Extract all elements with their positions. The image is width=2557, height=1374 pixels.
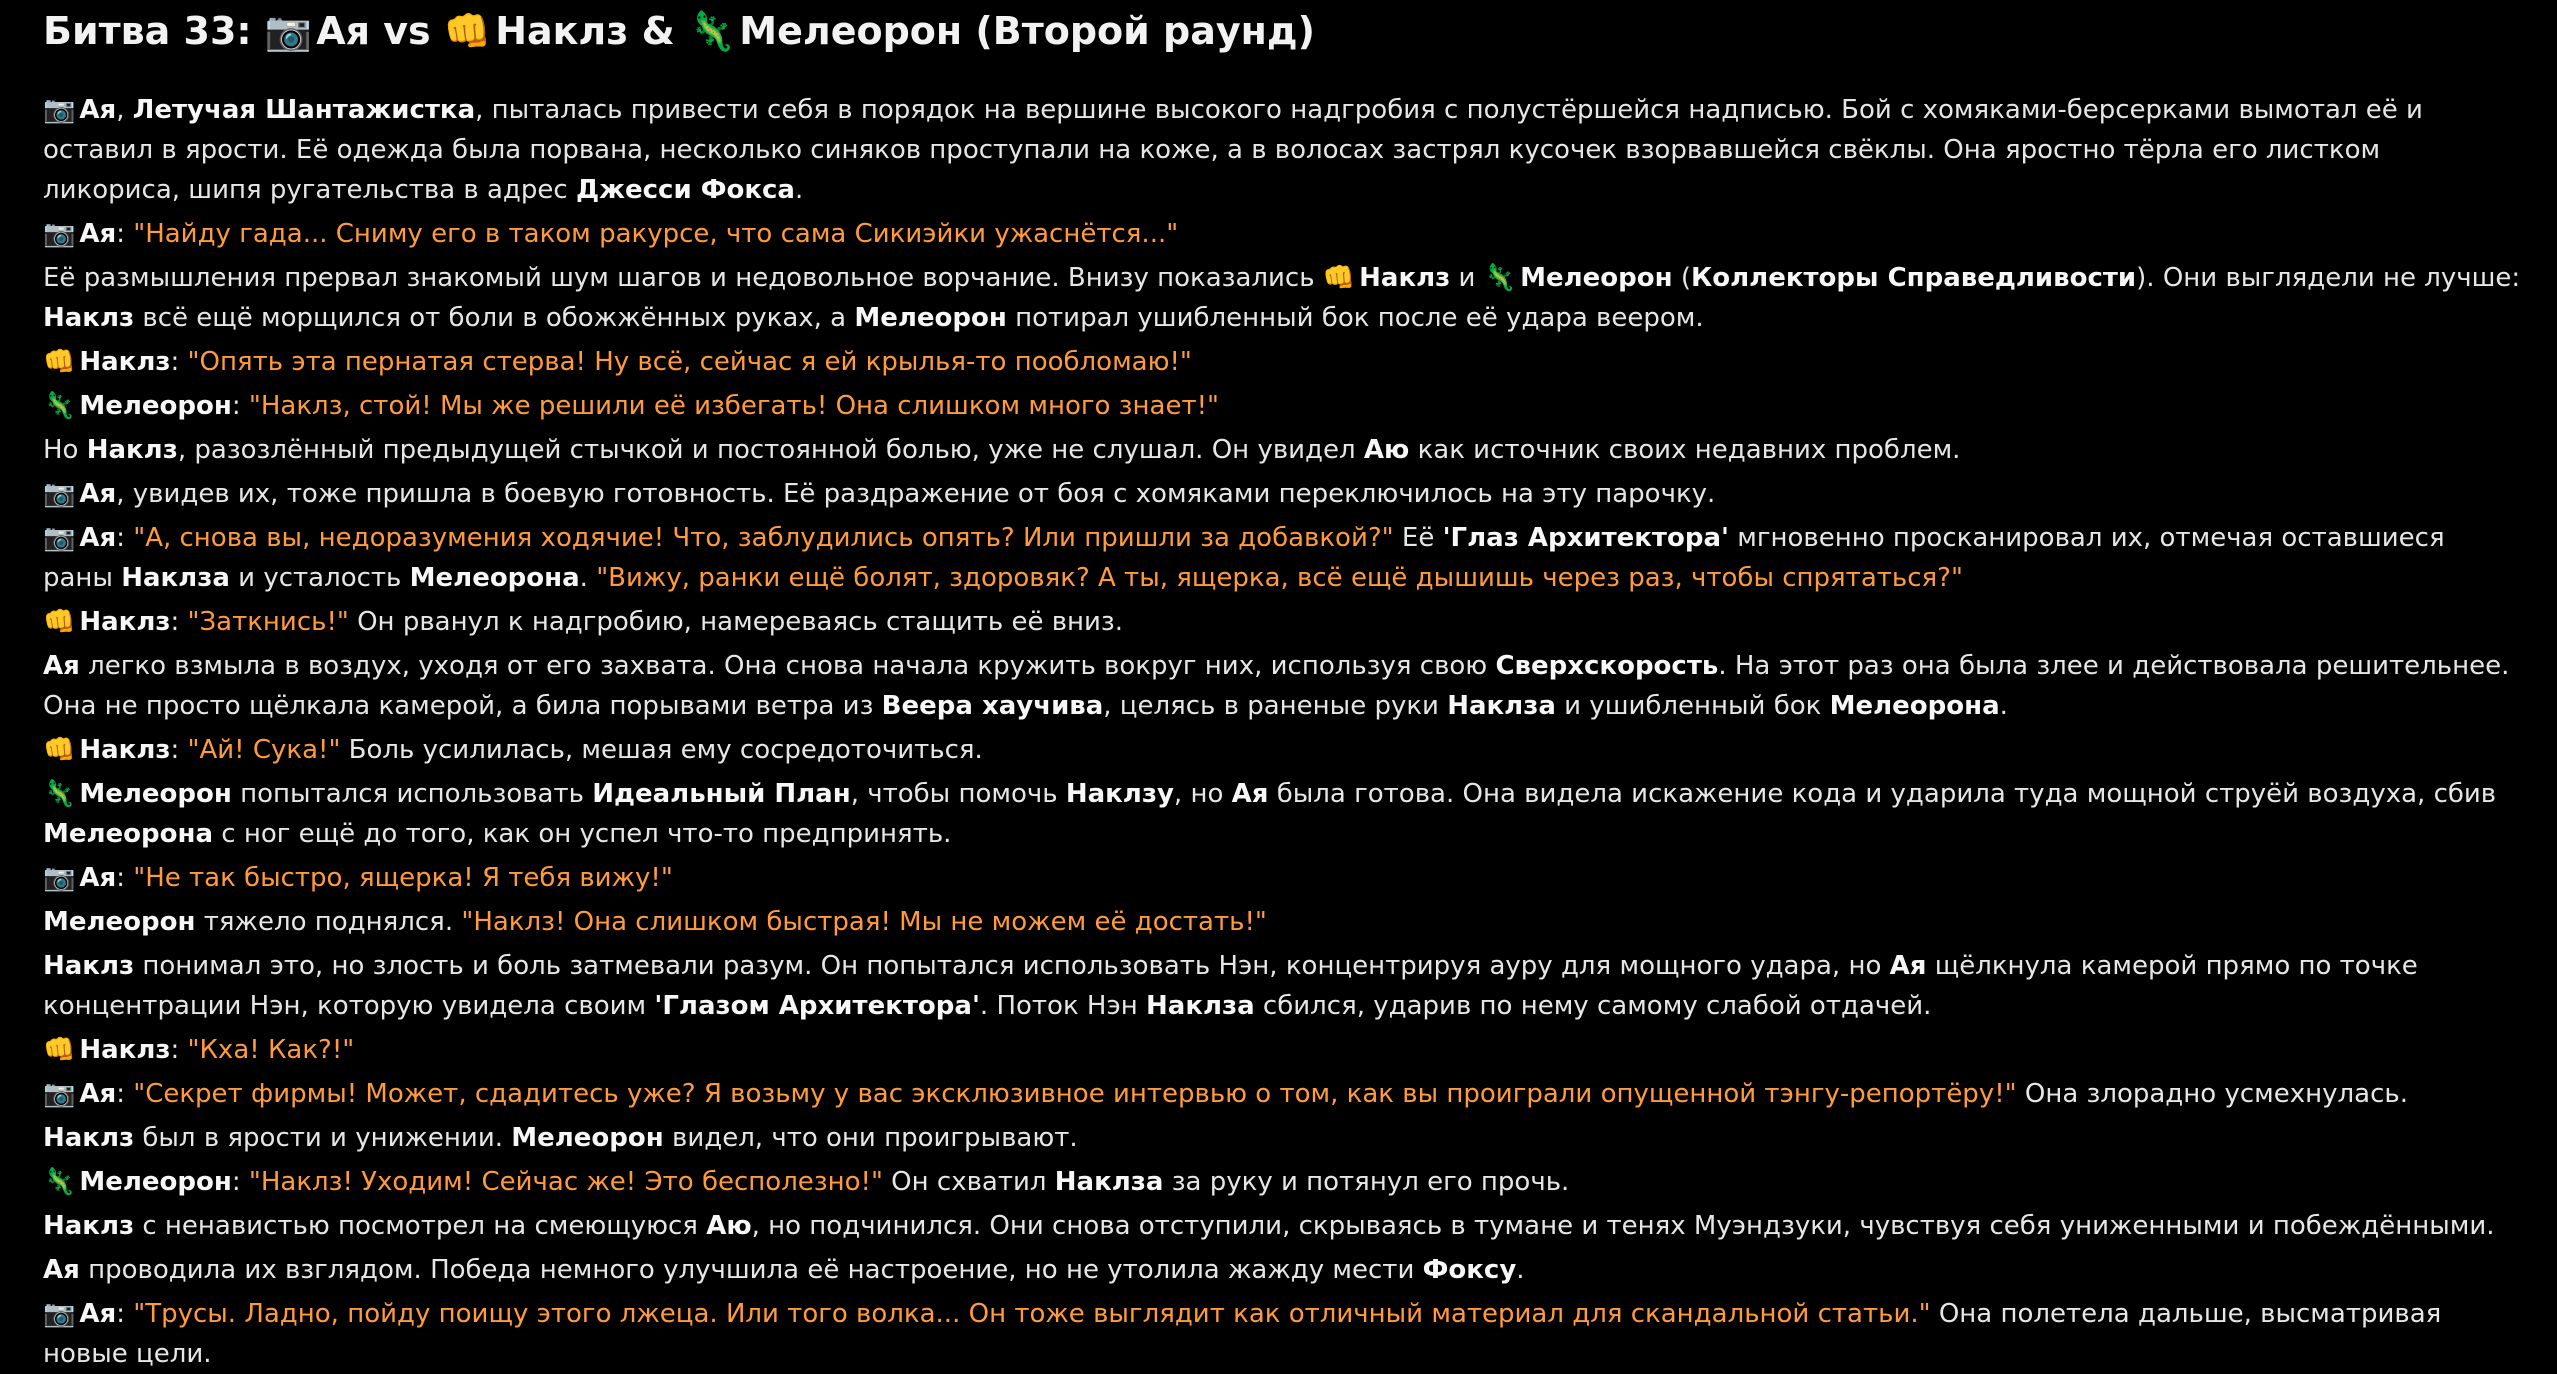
narration-text: с ненавистью посмотрел на смеющуюся (134, 1211, 707, 1241)
character-name: Наклз (79, 607, 171, 637)
dialogue-quote: "Наклз, стой! Мы же решили её избегать! Она слишком много знает!" (248, 391, 1219, 421)
title-amp: & (641, 9, 675, 53)
narration-text: и (1450, 263, 1484, 293)
narration-text: ( (1672, 263, 1691, 293)
dialogue-quote: "Ай! Сука!" (187, 735, 341, 765)
aya-icon: 📷 (43, 1299, 76, 1329)
character-name: Ая (79, 1079, 117, 1109)
character-name: Джесси Фокса (575, 175, 795, 205)
story-paragraph (43, 1118, 2521, 1158)
lizard-icon: 🦎 (687, 9, 736, 53)
aya-icon: 📷 (43, 95, 76, 125)
narration-text: был в ярости и унижении. (134, 1123, 512, 1153)
story-paragraph (43, 258, 2521, 338)
character-name: Наклза (121, 563, 230, 593)
narration-text: . (579, 563, 597, 593)
character-name: Летучая Шантажистка (132, 95, 476, 125)
knuckles-icon: 👊 (43, 347, 76, 377)
narration-text: , но (1173, 779, 1232, 809)
aya-icon: 📷 (43, 863, 76, 893)
narration-text: : (116, 219, 134, 249)
narration-text: : (170, 347, 188, 377)
dialogue-quote: "Наклз! Она слишком быстрая! Мы не можем её достать!" (461, 907, 1267, 937)
character-name: Наклз (43, 1211, 135, 1241)
narration-text: : (116, 1299, 134, 1329)
narration-text: за руку и потянул его прочь. (1163, 1167, 1570, 1197)
narration-text: Но (43, 435, 87, 465)
character-name: Наклза (1146, 991, 1255, 1021)
title-meleoron: Мелеорон (739, 9, 963, 53)
narration-text: мгновенно просканировал их, отмечая оставшиеся раны (43, 523, 2445, 593)
story-paragraph (43, 858, 2521, 898)
story-paragraph (43, 1250, 2521, 1290)
character-name: Мелеорона (1829, 691, 2000, 721)
narration-text: . (1999, 691, 2008, 721)
meleoron-icon: 🦎 (1483, 263, 1517, 293)
dialogue-quote: "А, снова вы, недоразумения ходячие! Что, заблудились опять? Или пришли за добавкой?" (133, 523, 1394, 553)
battle-title (43, 0, 2521, 58)
knuckles-icon: 👊 (43, 607, 76, 637)
story-paragraph (43, 430, 2521, 470)
story-paragraph (43, 730, 2521, 770)
character-name: Мелеорона (43, 819, 214, 849)
title-aya: Ая (316, 9, 370, 53)
character-name: Мелеорон (854, 303, 1007, 333)
narration-text: , целясь в раненые руки (1103, 691, 1448, 721)
narration-text: Она полетела дальше, высматривая новые цели. (43, 1299, 2442, 1369)
narration-text: : (116, 863, 134, 893)
knuckles-icon: 👊 (1322, 263, 1356, 293)
dialogue-quote: "Наклз! Уходим! Сейчас же! Это бесполезно!" (248, 1167, 883, 1197)
story-paragraph (43, 774, 2521, 854)
camera-icon: 📷 (264, 9, 313, 53)
narration-text: щёлкнула камерой прямо по точке концентрации Нэн, которую увидела своим (43, 951, 2418, 1021)
title-knuckles: Наклз (495, 9, 629, 53)
character-name: Ая (79, 219, 117, 249)
knuckles-icon: 👊 (43, 735, 76, 765)
narration-text: сбился, ударив по нему самому слабой отдачей. (1254, 991, 1932, 1021)
dialogue-quote: "Заткнись!" (187, 607, 349, 637)
story-paragraph (43, 1206, 2521, 1246)
title-prefix: Битва 33: (43, 9, 252, 53)
narration-text: , увидев их, тоже пришла в боевую готовность. Её раздражение от боя с хомяками переключилось на эту парочку. (116, 479, 1716, 509)
story-paragraph (43, 946, 2521, 1026)
story-body (43, 90, 2521, 1374)
dialogue-quote: "Найду гада... Сниму его в таком ракурсе, что сама Сикиэйки ужаснётся..." (133, 219, 1179, 249)
story-paragraph (43, 1030, 2521, 1070)
narration-text: , но подчинился. Они снова отступили, скрываясь в тумане и тенях Муэндзуки, чувствуя себя униженными и побеждёнными. (751, 1211, 2495, 1241)
fist-icon: 👊 (443, 9, 492, 53)
narration-text: . Поток Нэн (979, 991, 1147, 1021)
narration-text: как источник своих недавних проблем. (1409, 435, 1961, 465)
dialogue-quote: "Опять эта пернатая стерва! Ну всё, сейчас я ей крылья-то пообломаю!" (187, 347, 1192, 377)
narration-text: была готова. Она видела искажение кода и ударила туда мощной струёй воздуха, сбив (1268, 779, 2497, 809)
character-name: Наклз (43, 1123, 135, 1153)
narration-text: с ног ещё до того, как он успел что-то предпринять. (213, 819, 952, 849)
dialogue-quote: "Трусы. Ладно, пойду поищу этого лжеца. Или того волка... Он тоже выглядит как отличный материал для скандальной статьи." (133, 1299, 1931, 1329)
character-name: Мелеорон (1520, 263, 1673, 293)
narration-text: и ушибленный бок (1555, 691, 1830, 721)
narration-text: всё ещё морщился от боли в обожжённых руках, а (134, 303, 855, 333)
character-name: Сверхскорость (1495, 651, 1719, 681)
character-name: 'Глазом Архитектора' (654, 991, 980, 1021)
story-paragraph (43, 1074, 2521, 1114)
character-name: Наклз (79, 347, 171, 377)
narration-text: : (116, 523, 134, 553)
dialogue-quote: "Не так быстро, ящерка! Я тебя вижу!" (133, 863, 673, 893)
narration-text: и усталость (229, 563, 410, 593)
character-name: Ая (43, 651, 80, 681)
character-name: Мелеорон (79, 1167, 232, 1197)
story-paragraph (43, 602, 2521, 642)
story-paragraph (43, 646, 2521, 726)
character-name: Наклзу (1065, 779, 1174, 809)
story-paragraph (43, 474, 2521, 514)
character-name: Наклз (43, 951, 135, 981)
character-name: Мелеорон (79, 779, 232, 809)
narration-text: . (1516, 1255, 1525, 1285)
narration-text: : (170, 735, 188, 765)
character-name: Наклз (1359, 263, 1451, 293)
narration-text: попытался использовать (231, 779, 593, 809)
narration-text: : (170, 1035, 188, 1065)
character-name: Ая (79, 523, 117, 553)
meleoron-icon: 🦎 (43, 1167, 76, 1197)
character-name: Коллекторы Справедливости (1691, 263, 2137, 293)
character-name: Ая (1231, 779, 1269, 809)
narration-text: Её (1393, 523, 1443, 553)
narration-text: . (794, 175, 804, 205)
narration-text: , (116, 95, 133, 125)
narration-text: ). Они выглядели не лучше: (2136, 263, 2521, 293)
narration-text: . На этот раз она была злее и действовала решительнее. Она не просто щёлкала камерой, а била порывами ветра из (43, 651, 2510, 721)
character-name: Мелеорона (409, 563, 580, 593)
narration-text: : (170, 607, 188, 637)
story-paragraph (43, 214, 2521, 254)
story-paragraph (43, 1162, 2521, 1202)
story-paragraph (43, 342, 2521, 382)
character-name: Наклза (1447, 691, 1556, 721)
character-name: Наклз (43, 303, 135, 333)
narration-text: Он схватил (882, 1167, 1055, 1197)
character-name: Ая (79, 95, 117, 125)
title-round: (Второй раунд) (975, 9, 1315, 53)
aya-icon: 📷 (43, 219, 76, 249)
narration-text: , пыталась привести себя в порядок на вершине высокого надгробия с полустёршейся надписью. Бой с хомяками-берсерками вымотал её и оставил в ярости. Её одежда была порвана, несколько синяков проступали на коже, а в волосах застрял кусочек взорвавшейся свёклы. Она яростно тёрла его листком ликориса, шипя ругательства в адрес (43, 95, 2423, 205)
narration-text: потирал ушибленный бок после её удара веером. (1006, 303, 1704, 333)
character-name: Ая (79, 1299, 117, 1329)
character-name: Веера хаучива (881, 691, 1104, 721)
character-name: 'Глаз Архитектора' (1442, 523, 1729, 553)
character-name: Идеальный План (592, 779, 851, 809)
dialogue-quote: "Кха! Как?!" (187, 1035, 355, 1065)
character-name: Наклза (1054, 1167, 1164, 1197)
knuckles-icon: 👊 (43, 1035, 76, 1065)
narration-text: понимал это, но злость и боль затмевали разум. Он попытался использовать Нэн, концентрируя ауру для мощного удара, но (134, 951, 1890, 981)
narration-text: проводила их взглядом. Победа немного улучшила её настроение, но не утолила жажду мести (79, 1255, 1423, 1285)
meleoron-icon: 🦎 (43, 391, 76, 421)
character-name: Мелеорон (79, 391, 232, 421)
narration-text: легко взмыла в воздух, уходя от его захвата. Она снова начала кружить вокруг них, используя свою (79, 651, 1496, 681)
character-name: Наклз (79, 1035, 171, 1065)
story-paragraph (43, 90, 2521, 210)
character-name: Наклз (79, 735, 171, 765)
narration-text: тяжело поднялся. (195, 907, 462, 937)
narration-text: : (231, 1167, 249, 1197)
narration-text: : (116, 1079, 134, 1109)
narration-text: : (231, 391, 249, 421)
story-paragraph (43, 1294, 2521, 1374)
narration-text: Её размышления прервал знакомый шум шагов и недовольное ворчание. Внизу показались (43, 263, 1323, 293)
character-name: Фоксу (1422, 1255, 1517, 1285)
narration-text: , разозлённый предыдущей стычкой и постоянной болью, уже не слушал. Он увидел (177, 435, 1364, 465)
title-vs: vs (383, 9, 431, 53)
story-paragraph (43, 386, 2521, 426)
character-name: Наклз (86, 435, 178, 465)
narration-text: видел, что они проигрывают. (663, 1123, 1078, 1153)
aya-icon: 📷 (43, 523, 76, 553)
aya-icon: 📷 (43, 479, 76, 509)
character-name: Ая (79, 863, 117, 893)
meleoron-icon: 🦎 (43, 779, 76, 809)
character-name: Мелеорон (511, 1123, 664, 1153)
narration-text: Она злорадно усмехнулась. (2016, 1079, 2408, 1109)
aya-icon: 📷 (43, 1079, 76, 1109)
character-name: Аю (706, 1211, 752, 1241)
dialogue-quote: "Секрет фирмы! Может, сдадитесь уже? Я возьму у вас эксклюзивное интервью о том, как вы проиграли опущенной тэнгу-репортёру!" (133, 1079, 2017, 1109)
character-name: Аю (1363, 435, 1410, 465)
story-paragraph (43, 518, 2521, 598)
character-name: Ая (79, 479, 117, 509)
character-name: Мелеорон (43, 907, 196, 937)
narration-text: Боль усилилась, мешая ему сосредоточиться. (340, 735, 983, 765)
character-name: Ая (43, 1255, 80, 1285)
dialogue-quote: "Вижу, ранки ещё болят, здоровяк? А ты, ящерка, всё ещё дышишь через раз, чтобы спрятаться?" (596, 563, 1963, 593)
narration-text: Он рванул к надгробию, намереваясь стащить её вниз. (348, 607, 1124, 637)
narration-text: , чтобы помочь (850, 779, 1066, 809)
character-name: Ая (1889, 951, 1927, 981)
story-paragraph (43, 902, 2521, 942)
